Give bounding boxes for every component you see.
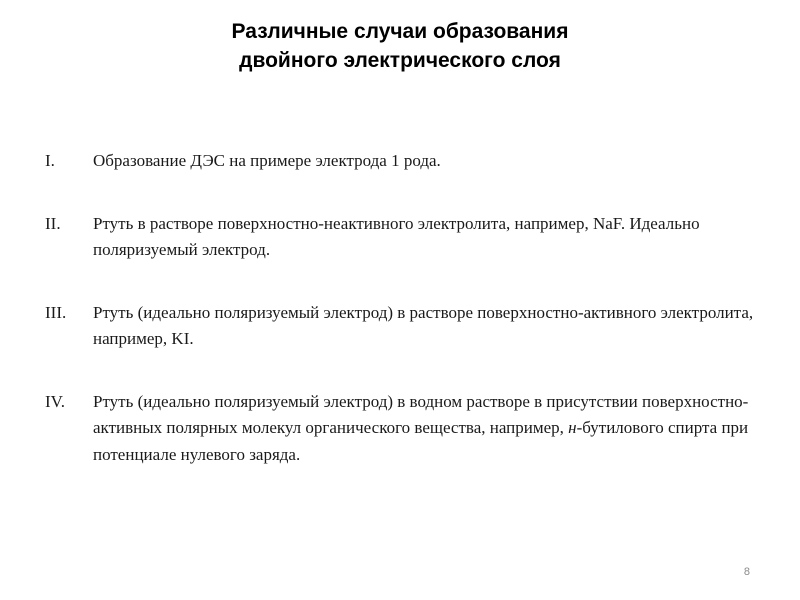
text-segment: Ртуть (идеально поляризуемый электрод) в водном растворе в присутствии поверхностно-активных полярных молекул органического вещества, например, bbox=[93, 391, 749, 437]
list-item bbox=[45, 389, 755, 469]
slide-title bbox=[0, 17, 800, 75]
list-item-text: Ртуть (идеально поляризуемый электрод) в растворе поверхностно-активного электролита, например, KI. bbox=[93, 302, 754, 348]
page-number: 8 bbox=[743, 566, 750, 578]
list-item-number: IV. bbox=[45, 391, 65, 411]
text-segment: -бутилового спирта при потенциале нулевого заряда. bbox=[93, 418, 749, 464]
list-item-text bbox=[93, 389, 755, 469]
title-line-1: Различные случаи образования bbox=[231, 20, 569, 43]
list-item-number: III. bbox=[45, 302, 67, 322]
list-item bbox=[45, 300, 755, 353]
list-item-number: I. bbox=[45, 151, 55, 170]
list-item-number: II. bbox=[45, 213, 61, 233]
numbered-list bbox=[45, 148, 755, 504]
list-item bbox=[45, 148, 755, 175]
italic-text-segment: н bbox=[568, 418, 577, 437]
list-item-text: Образование ДЭС на примере электрода 1 рода. bbox=[93, 151, 441, 170]
title-line-2: двойного электрического слоя bbox=[239, 49, 561, 72]
list-item-text: Ртуть в растворе поверхностно-неактивного электролита, например, NaF. Идеально поляризуемый электрод. bbox=[93, 213, 700, 259]
list-item bbox=[45, 211, 755, 264]
